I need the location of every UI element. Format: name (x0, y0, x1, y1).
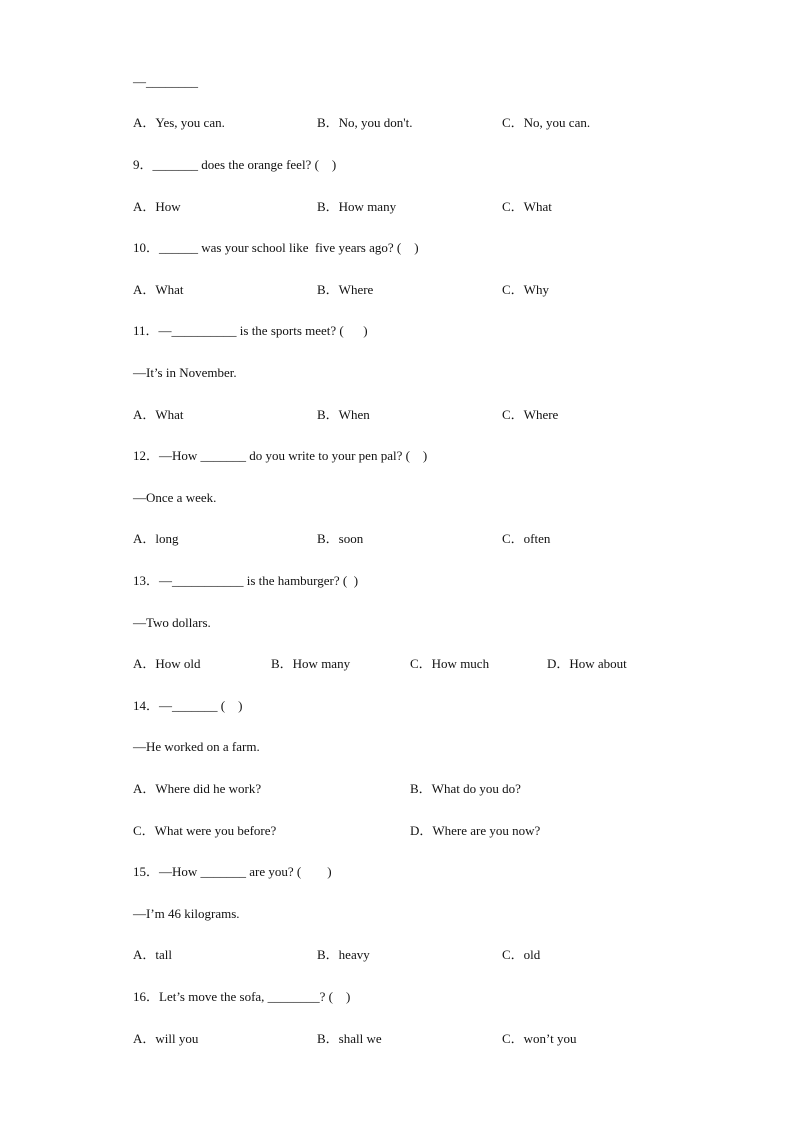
q14-option-b: B．What do you do? (410, 781, 521, 796)
q13-reply: —Two dollars. (133, 615, 211, 630)
q15-option-b: B．heavy (317, 947, 370, 962)
option-c: C．No, you can. (502, 115, 591, 130)
q15-reply: —I’m 46 kilograms. (133, 906, 240, 921)
q12-option-a: A．long (133, 531, 179, 546)
q9-option-b: B．How many (317, 199, 397, 214)
q14-option-a: A．Where did he work? (133, 781, 262, 796)
q12-option-c: C．often (502, 531, 551, 546)
option-a: A．Yes, you can. (133, 115, 225, 130)
question-15: 15．—How _______ are you? ( ) (133, 864, 332, 879)
q13-option-a: A．How old (133, 656, 201, 671)
q11-option-c: C．Where (502, 407, 559, 422)
q13-option-d: D．How about (547, 656, 627, 671)
q9-option-c: C．What (502, 199, 552, 214)
q11-option-a: A．What (133, 407, 184, 422)
q12-reply: —Once a week. (133, 490, 217, 505)
question-16: 16．Let’s move the sofa, ________? ( ) (133, 989, 351, 1004)
q11-option-b: B．When (317, 407, 370, 422)
question-9: 9．_______ does the orange feel? ( ) (133, 157, 337, 172)
q16-option-a: A．will you (133, 1031, 199, 1046)
question-12: 12．—How _______ do you write to your pen pal? ( ) (133, 448, 428, 463)
q12-option-b: B．soon (317, 531, 364, 546)
q10-option-a: A．What (133, 282, 184, 297)
question-13: 13．—___________ is the hamburger? ( ) (133, 573, 359, 588)
q16-option-b: B．shall we (317, 1031, 382, 1046)
q13-option-c: C．How much (410, 656, 490, 671)
question-14: 14．—_______ ( ) (133, 698, 243, 713)
answer-line: —________ (133, 74, 198, 89)
q14-option-d: D．Where are you now? (410, 823, 541, 838)
question-10: 10．______ was your school like five years ago? ( ) (133, 240, 419, 255)
q11-reply: —It’s in November. (133, 365, 237, 380)
option-b: B．No, you don't. (317, 115, 413, 130)
q14-option-c: C．What were you before? (133, 823, 277, 838)
q9-option-a: A．How (133, 199, 181, 214)
q13-option-b: B．How many (271, 656, 351, 671)
q10-option-b: B．Where (317, 282, 374, 297)
q15-option-c: C．old (502, 947, 541, 962)
q14-reply: —He worked on a farm. (133, 739, 260, 754)
q16-option-c: C．won’t you (502, 1031, 577, 1046)
q15-option-a: A．tall (133, 947, 172, 962)
q10-option-c: C．Why (502, 282, 549, 297)
question-11: 11．—__________ is the sports meet? ( ) (133, 323, 368, 338)
